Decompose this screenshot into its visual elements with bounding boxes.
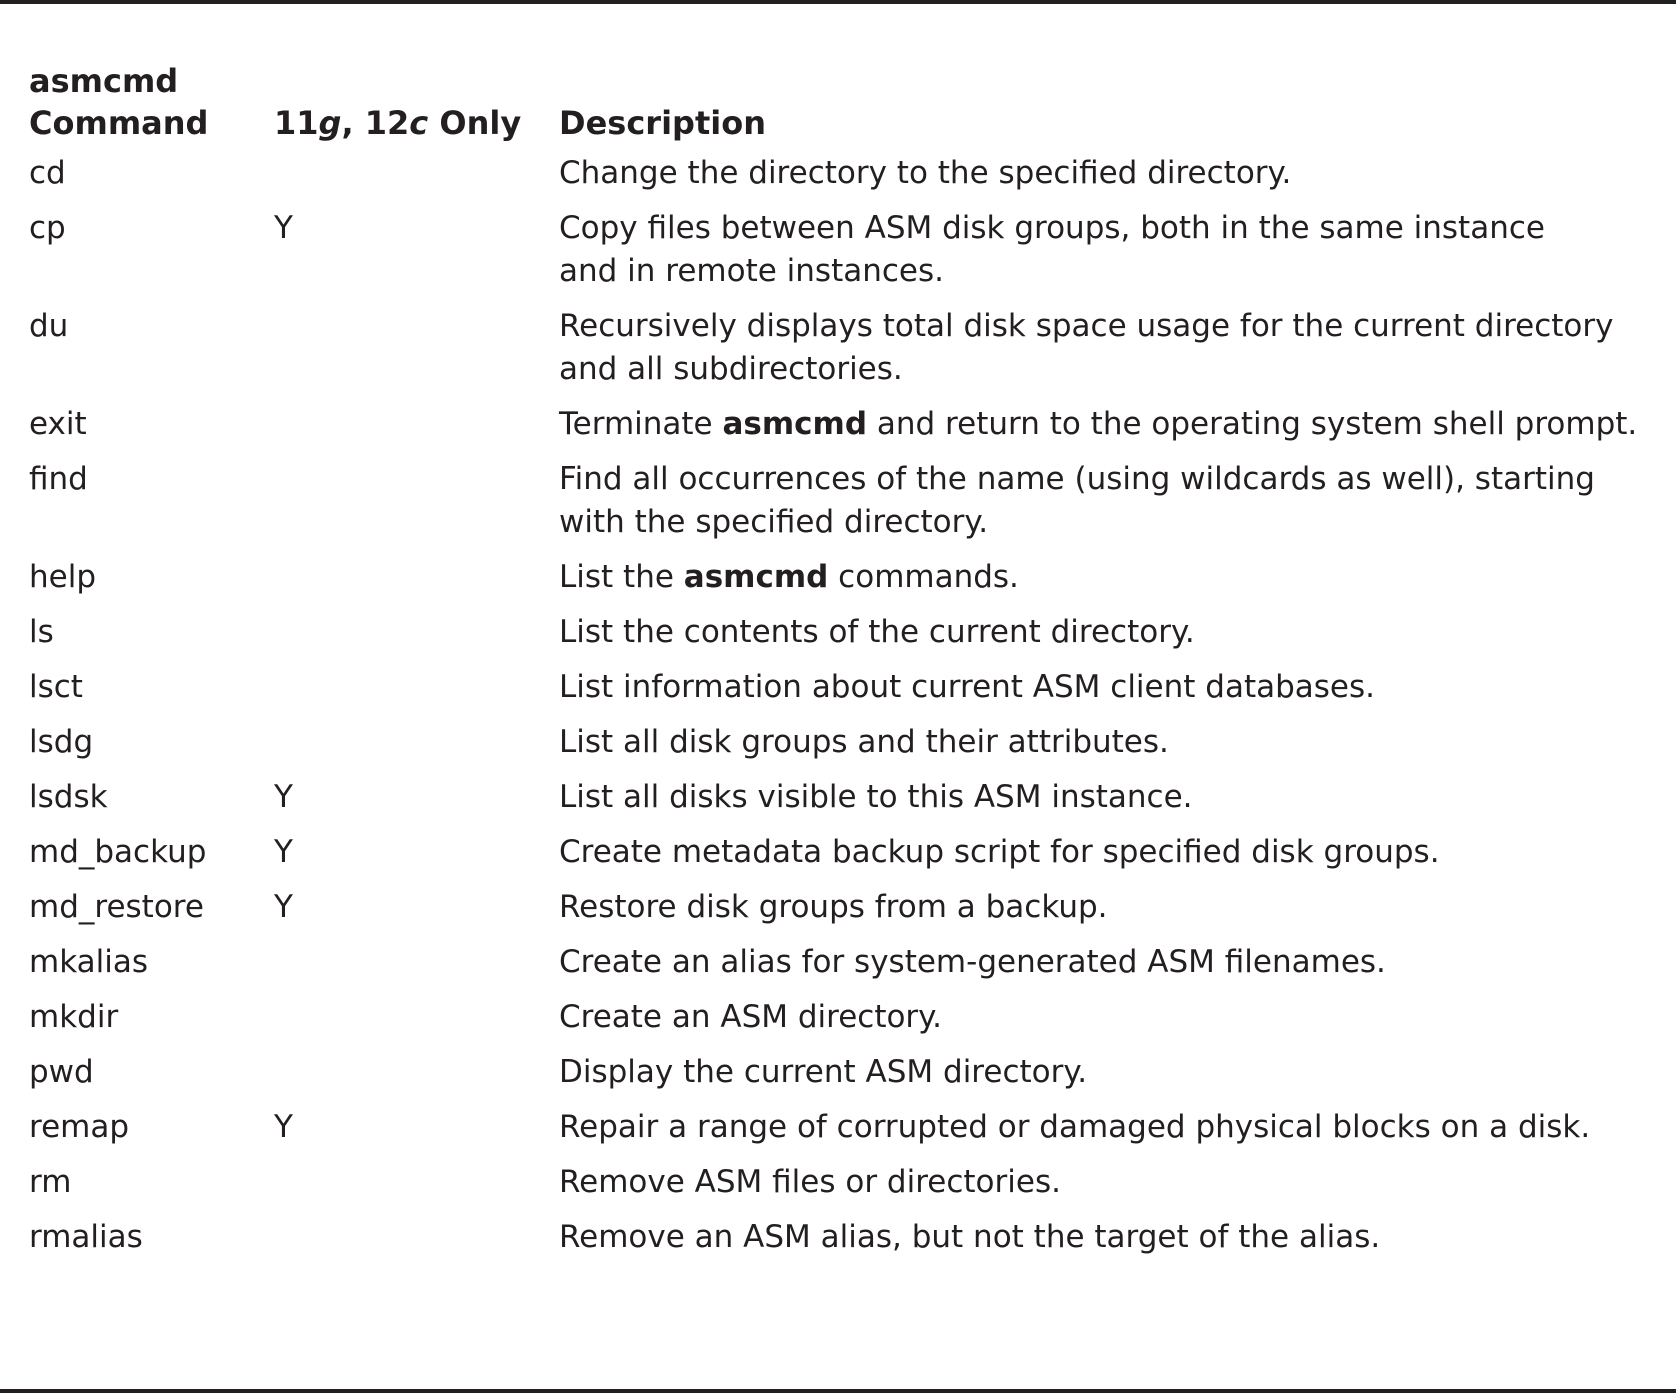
- description-cell: [559, 611, 1659, 654]
- bottom-rule: [0, 1389, 1676, 1393]
- table-row: [29, 666, 1649, 709]
- table-row: [29, 831, 1649, 874]
- description-text: Terminate: [559, 406, 723, 442]
- command-cell: rm: [29, 1164, 72, 1200]
- description-cell: [559, 1216, 1659, 1259]
- description-cell: [559, 458, 1659, 544]
- header-command: asmcmd Command: [29, 62, 209, 142]
- description-line: List all disk groups and their attributes.: [559, 724, 1169, 760]
- description-line: Recursively displays total disk space usage for the current directory: [559, 308, 1614, 344]
- description-text: List the: [559, 559, 684, 595]
- description-line: List all disks visible to this ASM instance.: [559, 779, 1193, 815]
- description-text: commands.: [828, 559, 1019, 595]
- description-cell: [559, 1051, 1659, 1094]
- description-line: Copy files between ASM disk groups, both in the same instance: [559, 210, 1545, 246]
- table-row: [29, 721, 1649, 764]
- description-text: and return to the operating system shell prompt.: [867, 406, 1638, 442]
- command-cell: rmalias: [29, 1219, 143, 1255]
- table-row: [29, 305, 1649, 391]
- description-line: and all subdirectories.: [559, 351, 903, 387]
- description-cell: [559, 666, 1659, 709]
- table-header: [29, 62, 1649, 152]
- header-description: Description: [559, 104, 766, 142]
- table-row: [29, 1051, 1649, 1094]
- description-cell: [559, 1161, 1659, 1204]
- table-body: [29, 152, 1649, 1259]
- table-row: [29, 886, 1649, 929]
- version-only-cell: Y: [274, 779, 293, 815]
- table-row: [29, 207, 1649, 293]
- command-cell: lsct: [29, 669, 83, 705]
- command-cell: remap: [29, 1109, 130, 1145]
- command-cell: ls: [29, 614, 54, 650]
- version-only-cell: Y: [274, 834, 293, 870]
- table-row: [29, 1216, 1649, 1259]
- command-cell: pwd: [29, 1054, 94, 1090]
- description-cell: [559, 721, 1659, 764]
- description-command-name: asmcmd: [722, 406, 868, 442]
- description-cell: [559, 152, 1659, 195]
- description-line: Repair a range of corrupted or damaged physical blocks on a disk.: [559, 1109, 1591, 1145]
- header-version-only: 11g, 12c Only: [274, 104, 522, 142]
- command-cell: md_backup: [29, 834, 207, 870]
- table-row: [29, 996, 1649, 1039]
- table-row: [29, 458, 1649, 544]
- description-line: Find all occurrences of the name (using wildcards as well), starting: [559, 461, 1595, 497]
- description-line: Remove ASM files or directories.: [559, 1164, 1061, 1200]
- description-command-name: asmcmd: [683, 559, 829, 595]
- description-line: and in remote instances.: [559, 253, 945, 289]
- description-line: Restore disk groups from a backup.: [559, 889, 1108, 925]
- description-cell: [559, 996, 1659, 1039]
- description-line: Remove an ASM alias, but not the target of the alias.: [559, 1219, 1381, 1255]
- description-line: Create an alias for system-generated ASM filenames.: [559, 944, 1386, 980]
- description-line: Create an ASM directory.: [559, 999, 942, 1035]
- description-cell: [559, 1106, 1659, 1149]
- command-cell: du: [29, 308, 69, 344]
- description-line: Create metadata backup script for specified disk groups.: [559, 834, 1440, 870]
- description-cell: [559, 941, 1659, 984]
- description-cell: [559, 556, 1659, 599]
- command-cell: cd: [29, 155, 66, 191]
- asmcmd-commands-table: [29, 62, 1649, 1259]
- table-row: [29, 556, 1649, 599]
- version-only-cell: Y: [274, 889, 293, 925]
- description-line: Display the current ASM directory.: [559, 1054, 1088, 1090]
- command-cell: cp: [29, 210, 66, 246]
- description-line: List information about current ASM client databases.: [559, 669, 1376, 705]
- top-rule: [0, 0, 1676, 4]
- description-cell: [559, 207, 1659, 293]
- command-cell: lsdsk: [29, 779, 108, 815]
- description-cell: [559, 305, 1659, 391]
- command-cell: find: [29, 461, 88, 497]
- description-cell: [559, 831, 1659, 874]
- description-cell: [559, 886, 1659, 929]
- table-row: [29, 1161, 1649, 1204]
- table-row: [29, 611, 1649, 654]
- command-cell: mkalias: [29, 944, 148, 980]
- description-line: with the specified directory.: [559, 504, 989, 540]
- version-only-cell: Y: [274, 1109, 293, 1145]
- table-row: [29, 776, 1649, 819]
- command-cell: md_restore: [29, 889, 204, 925]
- table-row: [29, 1106, 1649, 1149]
- command-cell: mkdir: [29, 999, 119, 1035]
- table-row: [29, 403, 1649, 446]
- description-line: Change the directory to the specified directory.: [559, 155, 1292, 191]
- table-row: [29, 941, 1649, 984]
- version-only-cell: Y: [274, 210, 293, 246]
- command-cell: lsdg: [29, 724, 94, 760]
- description-line: List the contents of the current directory.: [559, 614, 1195, 650]
- table-row: [29, 152, 1649, 195]
- command-cell: help: [29, 559, 97, 595]
- description-cell: [559, 776, 1659, 819]
- command-cell: exit: [29, 406, 87, 442]
- description-cell: [559, 403, 1659, 446]
